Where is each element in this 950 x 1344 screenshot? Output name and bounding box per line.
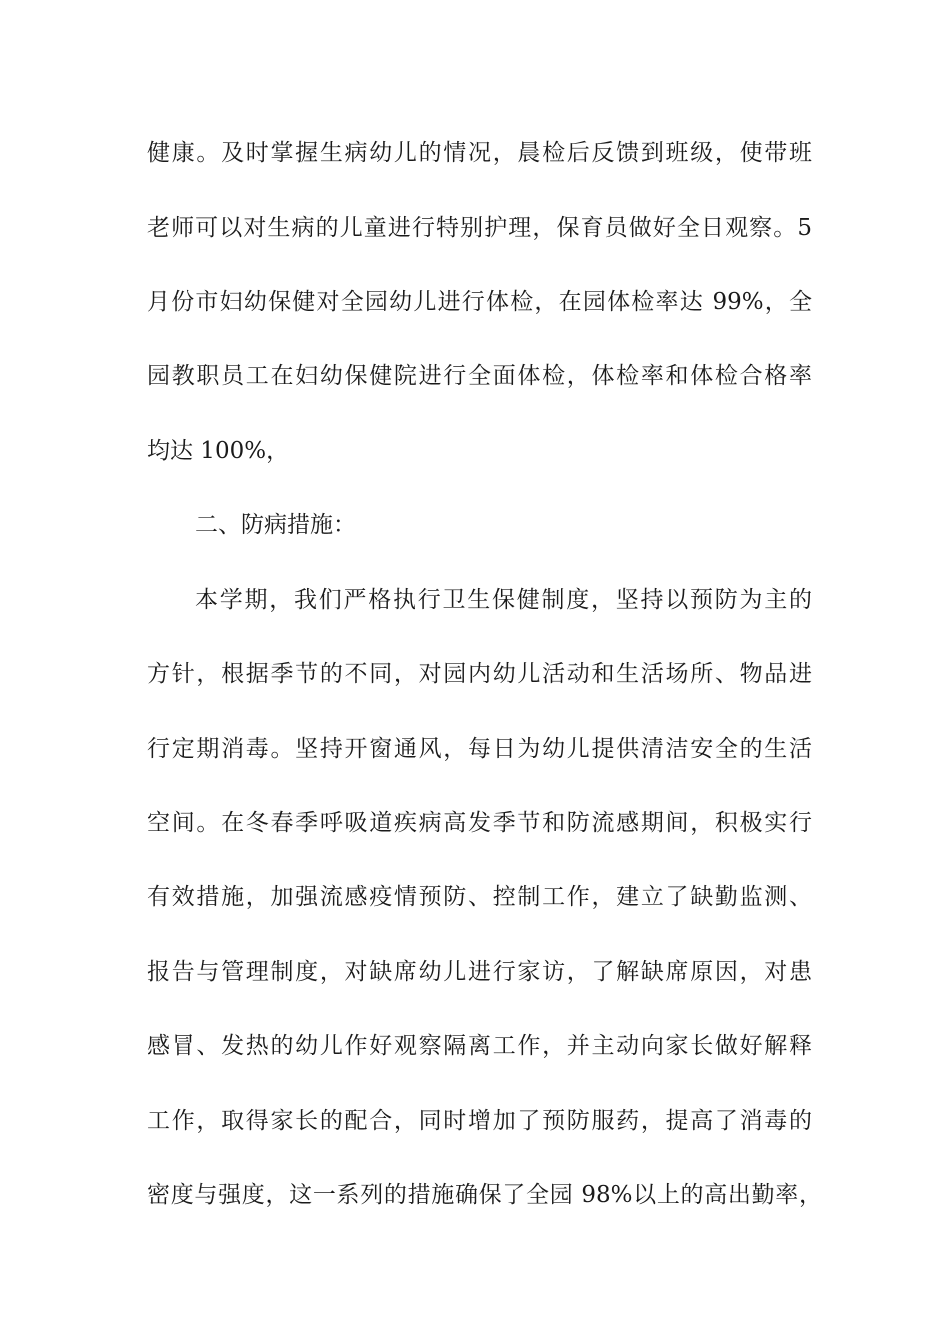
paragraph-line: 工作，取得家长的配合，同时增加了预防服药，提高了消毒的 xyxy=(147,1108,812,1134)
paragraph-line: 健康。及时掌握生病幼儿的情况，晨检后反馈到班级，使带班 xyxy=(147,140,812,166)
section-heading: 二、防病措施： xyxy=(195,512,356,538)
paragraph-line: 老师可以对生病的儿童进行特别护理，保育员做好全日观察。5 xyxy=(147,215,812,241)
paragraph-line: 有效措施，加强流感疫情预防、控制工作，建立了缺勤监测、 xyxy=(147,884,812,910)
paragraph-line: 密度与强度，这一系列的措施确保了全园 98%以上的高出勤率， xyxy=(147,1182,822,1208)
paragraph-line: 报告与管理制度，对缺席幼儿进行家访，了解缺席原因，对患 xyxy=(147,959,812,985)
paragraph-line: 感冒、发热的幼儿作好观察隔离工作，并主动向家长做好解释 xyxy=(147,1033,812,1059)
paragraph-line: 方针，根据季节的不同，对园内幼儿活动和生活场所、物品进 xyxy=(147,661,812,687)
paragraph-line: 本学期，我们严格执行卫生保健制度，坚持以预防为主的 xyxy=(195,587,812,613)
paragraph-line: 月份市妇幼保健对全园幼儿进行体检，在园体检率达 99%，全 xyxy=(147,289,812,315)
paragraph-line: 空间。在冬春季呼吸道疾病高发季节和防流感期间，积极实行 xyxy=(147,810,812,836)
paragraph-line: 园教职员工在妇幼保健院进行全面体检，体检率和体检合格率 xyxy=(147,363,812,389)
paragraph-line: 均达 100%， xyxy=(147,438,290,464)
paragraph-line: 行定期消毒。坚持开窗通风，每日为幼儿提供清洁安全的生活 xyxy=(147,736,812,762)
